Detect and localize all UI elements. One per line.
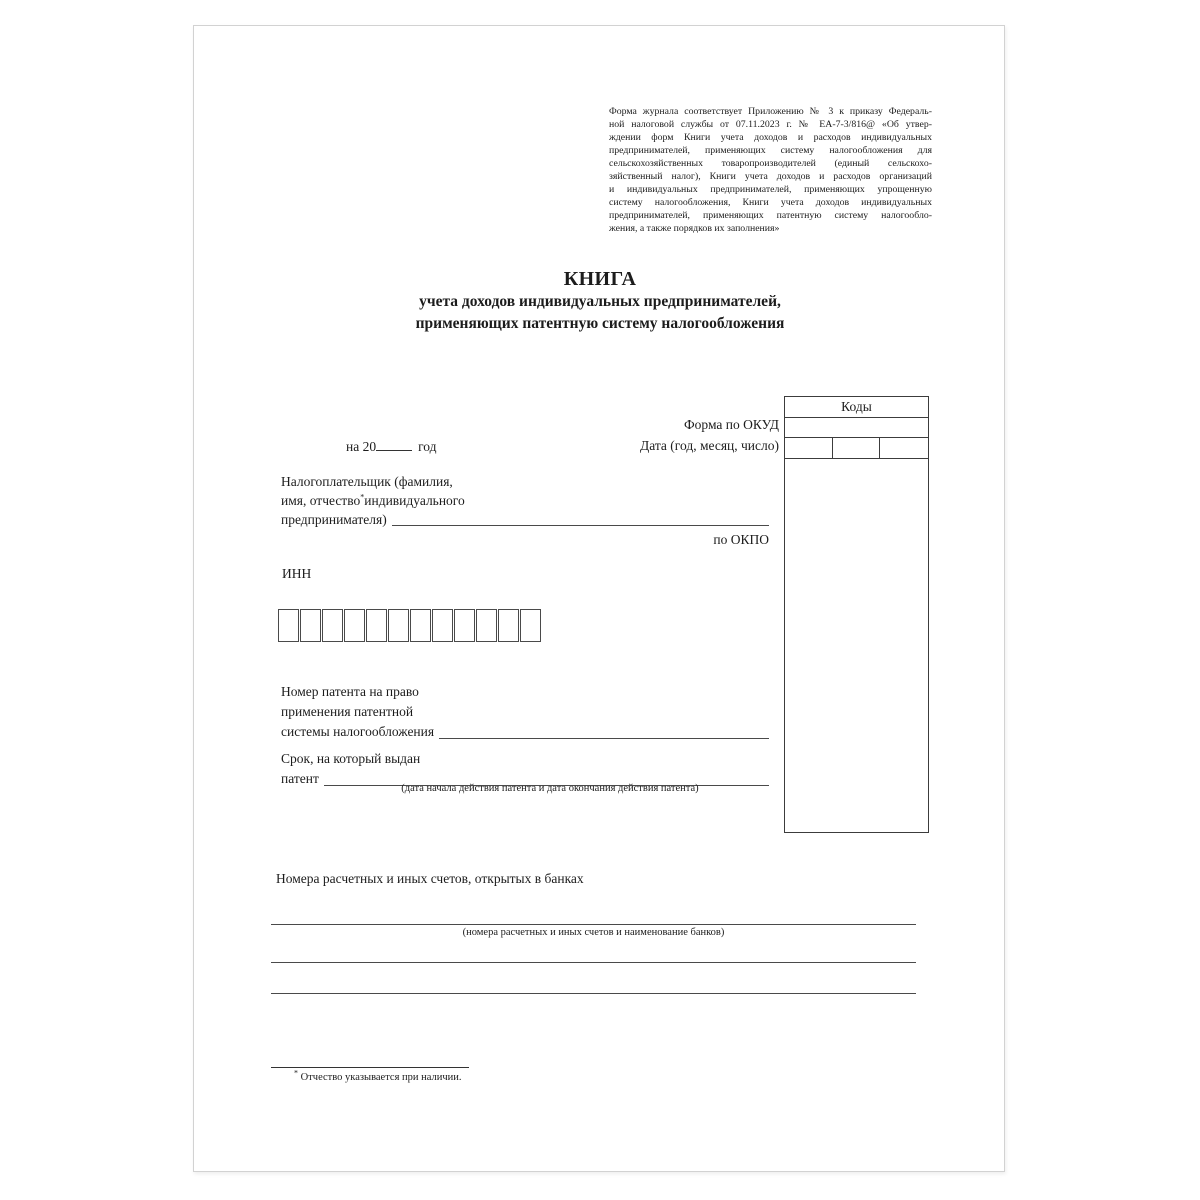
inn-boxes — [278, 609, 541, 642]
inn-cell — [476, 609, 497, 642]
date-code-cell — [833, 438, 880, 458]
inn-cell — [344, 609, 365, 642]
header-note-line: зяйственный налог), Книги учета доходов и расходов организаций — [609, 171, 932, 182]
inn-cell — [498, 609, 519, 642]
inn-cell — [366, 609, 387, 642]
inn-label: ИНН — [282, 566, 312, 581]
header-note-line: систему налогообложения, Книги учета доходов индивидуальных — [609, 197, 932, 208]
footnote-ref: * — [360, 492, 365, 502]
bank-blank-line — [271, 993, 916, 994]
codes-header-cell: Коды — [785, 397, 928, 418]
header-note-line: сельскохозяйственных товаропроизводителей (единый сельскохо- — [609, 158, 932, 169]
header-note-line: жения, а также порядков их заполнения» — [609, 223, 780, 234]
bank-blank-line — [271, 924, 916, 925]
year-suffix: год — [418, 439, 437, 454]
date-code-cell — [880, 438, 928, 458]
header-note — [609, 105, 932, 235]
title-subtitle: применяющих патентную систему налогообложения — [415, 315, 785, 332]
header-note-line: ждении форм Книги учета доходов и расходов индивидуальных — [609, 132, 932, 143]
footnote-marker: * — [294, 1068, 298, 1078]
date-code-cell — [785, 438, 833, 458]
header-note-line: ной налоговой службы от 07.11.2023 г. № ЕА-7-3/816@ «Об утвер- — [609, 119, 932, 130]
year-prefix: на 20 — [346, 439, 377, 454]
bank-accounts-caption: (номера расчетных и иных счетов и наименование банков) — [462, 927, 725, 938]
patent-term-label-text: патент — [281, 771, 319, 786]
inn-cell — [278, 609, 299, 642]
patent-number-label: Номер патента на право — [281, 684, 419, 699]
footnote-text: Отчество указывается при наличии. — [300, 1072, 462, 1083]
taxpayer-block — [281, 472, 769, 529]
footnote — [294, 1068, 462, 1083]
title-subtitle: учета доходов индивидуальных предпринимателей, — [419, 293, 781, 310]
header-note-line: Форма журнала соответствует Приложению № 3 к приказу Федераль- — [609, 106, 932, 117]
form-okud-label: Форма по ОКУД — [683, 417, 779, 432]
bank-blank-line — [271, 962, 916, 963]
inn-cell — [300, 609, 321, 642]
inn-cell — [322, 609, 343, 642]
year-blank-line — [376, 438, 412, 451]
bank-accounts-heading: Номера расчетных и иных счетов, открытых в банках — [276, 871, 584, 886]
date-label: Дата (год, месяц, число) — [640, 438, 779, 453]
inn-cell — [410, 609, 431, 642]
patent-number-label — [281, 722, 769, 742]
document-title — [204, 267, 996, 335]
patent-number-label: применения патентной — [281, 704, 414, 719]
taxpayer-label-line — [281, 491, 769, 510]
inn-cell — [432, 609, 453, 642]
footnote-rule — [271, 1067, 469, 1068]
patent-number-label-text: системы налогообложения — [281, 724, 435, 739]
codes-table — [784, 396, 929, 833]
title-main: КНИГА — [563, 268, 637, 290]
document-page — [193, 25, 1005, 1172]
inn-cell — [388, 609, 409, 642]
patent-term-caption: (дата начала действия патента и дата окончания действия патента) — [401, 783, 699, 794]
taxpayer-label-line: Налогоплательщик (фамилия, — [281, 474, 453, 489]
header-note-line: предпринимателей, применяющих патентную систему налогообло- — [609, 210, 932, 221]
taxpayer-label-text: индивидуального — [364, 493, 465, 508]
inn-cell — [520, 609, 541, 642]
taxpayer-label-text: имя, отчество — [281, 493, 361, 508]
inn-cell — [454, 609, 475, 642]
okud-code-cell — [785, 418, 928, 438]
header-note-line: предпринимателей, применяющих систему налогообложения для — [609, 145, 932, 156]
header-note-line: и индивидуальных предпринимателей, применяющих упрощенную — [609, 184, 932, 195]
date-code-row — [785, 438, 928, 459]
taxpayer-label-line — [281, 510, 769, 529]
year-field — [346, 438, 437, 455]
codes-empty-cell — [785, 459, 928, 832]
patent-term-label: Срок, на который выдан — [281, 751, 421, 766]
okpo-label: по ОКПО — [713, 532, 769, 547]
taxpayer-label-text: предпринимателя) — [281, 512, 387, 527]
patent-number-blank-line — [439, 722, 769, 739]
patent-block — [281, 682, 769, 789]
taxpayer-blank-line — [392, 510, 769, 526]
